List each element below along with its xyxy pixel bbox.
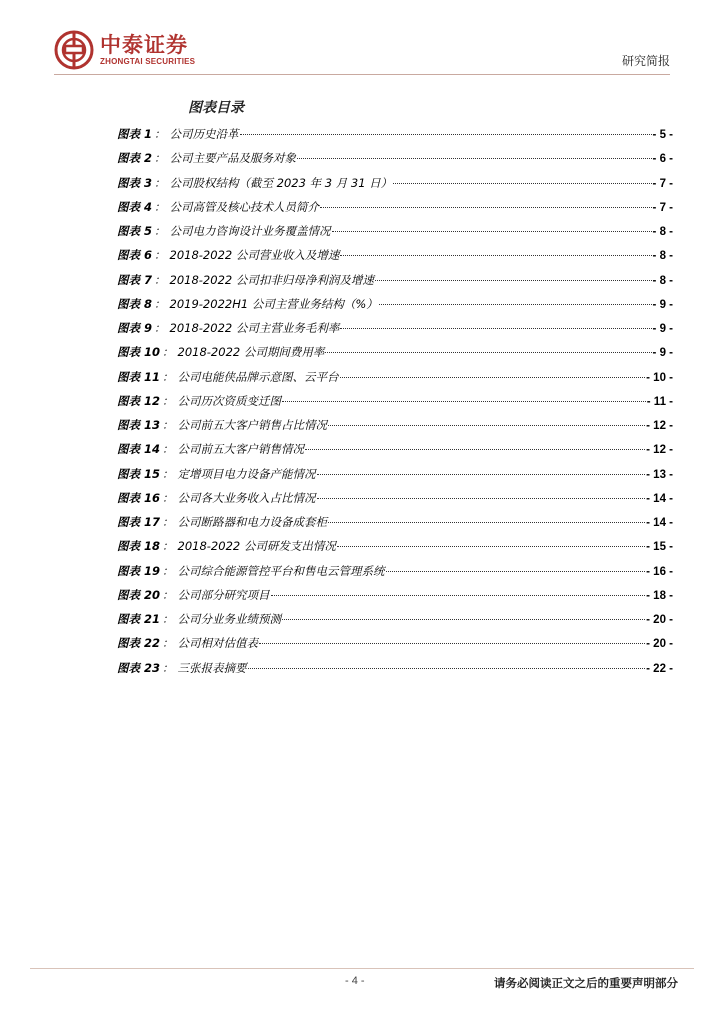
toc-entry-leader [386,570,646,572]
toc-entry[interactable] [117,369,673,393]
toc-entry[interactable] [117,150,673,174]
company-logo [54,30,195,70]
toc-entry-leader [375,279,652,281]
toc-entry-separator: ： [162,515,174,529]
toc-entry-separator: ： [162,612,174,626]
toc-entry-number: 图表 9 [117,321,153,335]
toc-entry-title: 公司主要产品及服务对象 [169,151,297,166]
toc-entry-title: 公司前五大客户销售占比情况 [177,418,328,432]
toc-entry-separator: ： [162,418,174,432]
toc-entry[interactable] [117,223,673,247]
toc-entry-separator: ： [162,636,174,651]
toc-entry-page: - 15 - [646,541,673,554]
toc-entry[interactable] [117,466,673,490]
toc-entry-separator: ： [154,296,166,311]
toc-entry-leader [328,521,645,523]
toc-entry-number: 图表 2 [117,151,153,166]
toc-entry-leader [282,400,646,402]
toc-entry-title: 2018-2022 公司营业收入及增速 [169,248,340,263]
toc-entry-title: 2019-2022H1 公司主营业务结构（%） [169,296,378,311]
toc-entry-separator: ： [162,345,174,360]
toc-entry[interactable] [117,175,673,199]
toc-entry-number: 图表 8 [117,296,153,311]
toc-entry[interactable] [117,393,673,417]
footer-divider [30,968,694,969]
toc-entry-page: - 20 - [646,614,673,626]
toc-entry-number: 图表 17 [117,515,161,529]
logo-english-name: ZHONGTAI SECURITIES [100,57,196,66]
toc-entry-title: 2018-2022 公司主营业务毛利率 [169,321,340,335]
toc-entry-leader [328,424,645,426]
toc-entry-number: 图表 16 [117,490,161,505]
toc-entry-separator: ： [162,393,174,408]
toc-entry-number: 图表 7 [117,272,153,287]
toc-entry-page: - 8 - [652,250,673,263]
toc-entry-title: 公司历次资质变迁图 [177,393,282,408]
toc-entry-leader [282,618,645,620]
toc-entry-page: - 13 - [646,468,673,481]
toc-entry-separator: ： [162,563,174,578]
toc-entry[interactable] [117,660,673,684]
footer-disclaimer: 请务必阅读正文之后的重要声明部分 [494,976,678,990]
toc-entry-separator: ： [154,321,166,335]
toc-entry-title: 公司综合能源管控平台和售电云管理系统 [177,563,385,578]
toc-entry-page: - 6 - [652,153,673,166]
toc-entry-separator: ： [154,248,166,263]
toc-entry[interactable] [117,635,673,659]
toc-entry-number: 图表 19 [117,563,161,578]
toc-entry-separator: ： [162,369,174,384]
toc-entry[interactable] [117,126,673,150]
toc-entry-separator: ： [162,660,174,675]
toc-entry-number: 图表 22 [117,636,161,651]
toc-entry-leader [340,254,651,256]
toc-entry-number: 图表 20 [117,587,161,602]
toc-entry[interactable] [117,514,673,538]
toc-entry-leader [379,303,652,305]
toc-entry-page: - 7 - [652,177,673,190]
toc-entry-page: - 18 - [646,589,673,602]
toc-entry-page: - 9 - [652,323,673,335]
logo-chinese-name: 中泰证券 [100,33,188,57]
toc-entry-page: - 5 - [652,129,673,141]
toc-entry-leader [317,473,646,475]
toc-entry-title: 公司前五大客户销售情况 [177,442,305,457]
toc-entry-number: 图表 12 [117,393,161,408]
toc-entry-separator: ： [162,539,174,554]
toc-entry-separator: ： [154,127,166,141]
toc-entry[interactable] [117,320,673,344]
toc-entry[interactable] [117,587,673,611]
toc-entry-title: 公司相对估值表 [177,636,259,651]
report-type-label: 研究简报 [621,54,670,68]
toc-entry-separator: ： [162,442,174,457]
toc-entry-leader [259,642,645,644]
toc-title: 图表目录 [188,100,244,116]
toc-entry[interactable] [117,611,673,635]
toc-entry-page: - 10 - [646,371,673,384]
toc-entry-title: 公司历史沿革 [169,127,239,141]
page-number: - 4 - [345,975,365,987]
toc-entry-page: - 12 - [646,420,673,432]
toc-entry-separator: ： [154,151,166,166]
toc-entry-separator: ： [162,490,174,505]
toc-entry-number: 图表 5 [117,224,153,238]
toc-entry-leader [393,182,651,184]
toc-entry-number: 图表 1 [117,127,153,141]
toc-entry-leader [337,545,645,547]
toc-entry-page: - 11 - [646,395,673,408]
toc-entry[interactable] [117,538,673,562]
toc-entry-leader [332,230,652,232]
toc-entry-leader [240,133,652,135]
toc-entry-separator: ： [154,175,166,190]
toc-entry-page: - 20 - [646,638,673,651]
toc-entry-title: 公司高管及核心技术人员简介 [169,199,320,214]
toc-entry-leader [340,376,646,378]
toc-entry-page: - 9 - [652,347,673,360]
toc-entry-page: - 12 - [646,444,673,457]
toc-entry[interactable] [117,272,673,296]
toc-entry-number: 图表 18 [117,539,161,554]
toc-entry-leader [271,594,646,596]
toc-entry-number: 图表 15 [117,466,161,481]
toc-entry-number: 图表 13 [117,418,161,432]
toc-entry-number: 图表 11 [117,369,161,384]
toc-entry-number: 图表 21 [117,612,161,626]
toc-entry-title: 2018-2022 公司扣非归母净利润及增速 [169,272,374,287]
toc-entry-leader [297,157,652,159]
toc-entry[interactable] [117,344,673,368]
toc-entry-title: 2018-2022 公司期间费用率 [177,345,325,360]
toc-entry-separator: ： [154,272,166,287]
toc-entry[interactable] [117,296,673,320]
toc-entry-number: 图表 3 [117,175,153,190]
toc-entry[interactable] [117,247,673,271]
toc-entry-page: - 7 - [652,201,673,214]
toc-entry-leader [320,206,652,208]
toc-entry[interactable] [117,199,673,223]
toc-entry-leader [325,351,651,353]
toc-entry-page: - 9 - [652,298,673,311]
toc-entry-leader [317,497,646,499]
toc-entry-title: 三张报表摘要 [177,660,247,675]
toc-entry-title: 定增项目电力设备产能情况 [177,466,316,481]
toc-entry-number: 图表 14 [117,442,161,457]
toc-entry-title: 公司分业务业绩预测 [177,612,282,626]
zhongtai-logo-icon [54,30,94,70]
toc-entry-number: 图表 6 [117,248,153,263]
toc-entry-page: - 14 - [646,492,673,505]
toc-entry-title: 公司电能侠品牌示意图、云平台 [177,369,339,384]
toc-entry-separator: ： [162,587,174,602]
toc-entry-title: 公司电力咨询设计业务覆盖情况 [169,224,331,238]
toc-entry-title: 公司部分研究项目 [177,587,270,602]
toc-entry[interactable] [117,441,673,465]
figure-toc-list [117,126,673,684]
toc-entry-page: - 16 - [646,565,673,578]
toc-entry[interactable] [117,490,673,514]
toc-entry[interactable] [117,563,673,587]
toc-entry-page: - 14 - [646,517,673,529]
toc-entry-title: 2018-2022 公司研发支出情况 [177,539,336,554]
toc-entry-separator: ： [162,466,174,481]
toc-entry-number: 图表 23 [117,660,161,675]
toc-entry-page: - 22 - [646,662,673,675]
toc-entry-page: - 8 - [652,274,673,287]
toc-entry-separator: ： [154,224,166,238]
toc-entry-leader [248,667,646,669]
toc-entry-leader [305,448,645,450]
toc-entry-title: 公司断路器和电力设备成套柜 [177,515,328,529]
toc-entry-page: - 8 - [652,226,673,238]
header-divider [54,74,670,75]
toc-entry-title: 公司各大业务收入占比情况 [177,490,316,505]
toc-entry-number: 图表 4 [117,199,153,214]
toc-entry-separator: ： [154,199,166,214]
toc-entry-leader [340,327,651,329]
toc-entry-number: 图表 10 [117,345,161,360]
toc-entry-title: 公司股权结构（截至 2023 年 3 月 31 日） [169,175,393,190]
toc-entry[interactable] [117,417,673,441]
